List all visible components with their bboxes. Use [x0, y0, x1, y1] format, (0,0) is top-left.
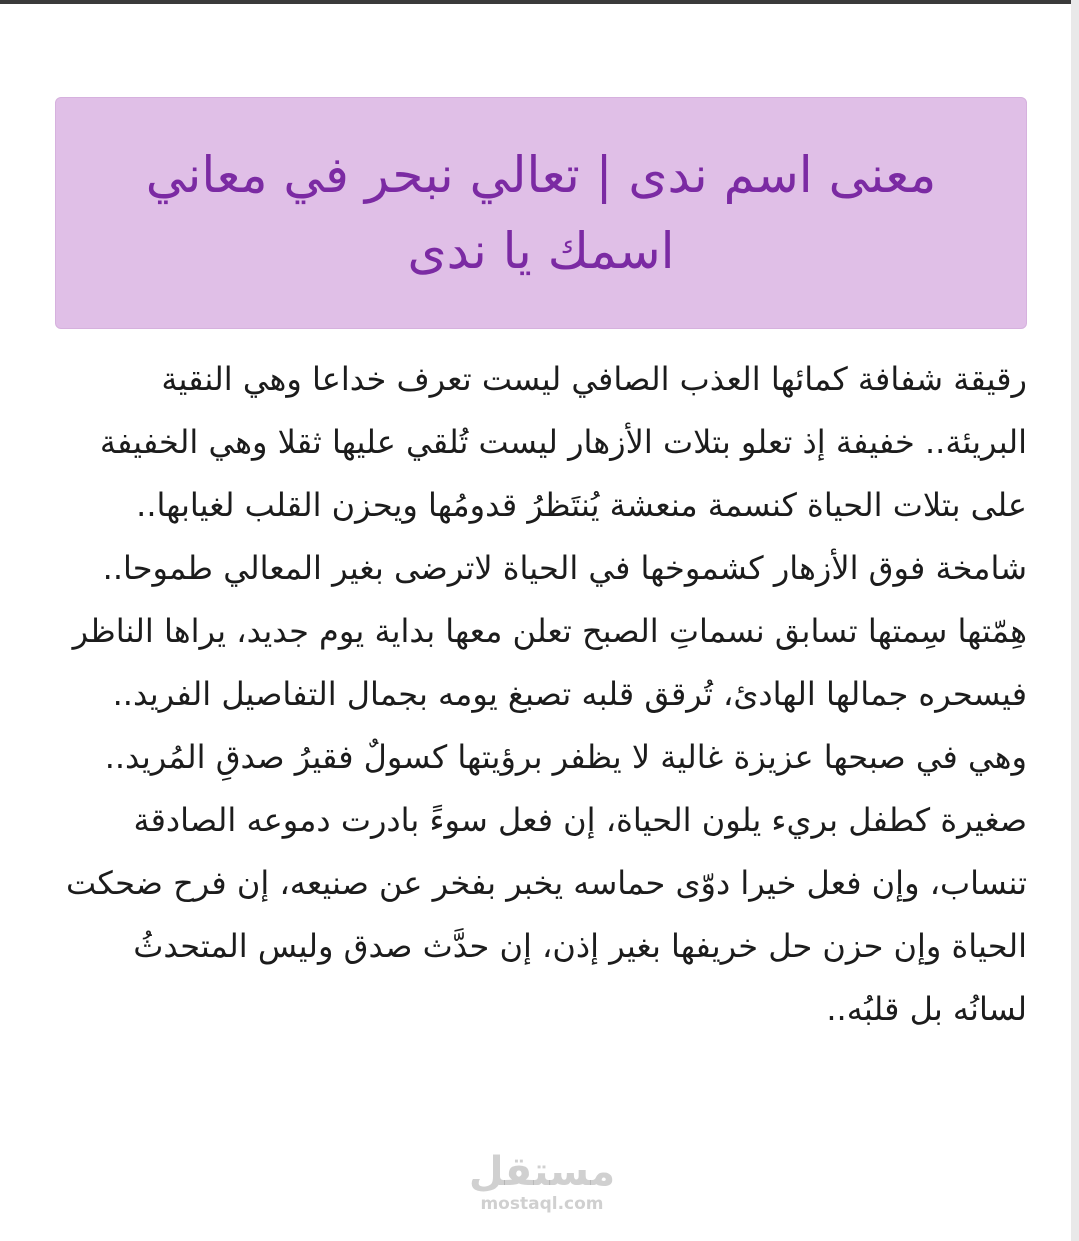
paragraph-2: هِمّتها سِمتها تسابق نسماتِ الصبح تعلن معها بداية يوم جديد، يراها الناظر فيسحره جمالها الهادئ، تُرقق قلبه تصبغ يومه بجمال التفاصيل الفريد.. وهي في صبحها عزيزة غالية لا يظفر برؤيتها كسولٌ فقيرُ صدقِ المُريد.. صغيرة كطفل بريء يلون الحياة، إن فعل سوءً بادرت دموعه الصادقة تنساب، وإن فعل خيرا دوّى حماسه يخبر بفخر عن صنيعه، إن فرح ضحكت الحياة وإن حزن حل خريفها بغير إذن، إن حدَّث صدق وليس المتحدثُ لسانُه بل قلبُه.. — [66, 612, 1027, 1028]
right-edge-strip — [1071, 0, 1079, 1241]
paragraph-1: رقيقة شفافة كمائها العذب الصافي ليست تعرف خداعا وهي النقية البريئة.. خفيفة إذ تعلو بتلات الأزهار ليست تُلقي عليها ثقلا وهي الخفيفة على بتلات الحياة كنسمة منعشة يُنتَظرُ قدومُها ويحزن القلب لغيابها.. شامخة فوق الأزهار كشموخها في الحياة لاترضى بغير المعالي طموحا.. — [99, 360, 1027, 587]
watermark-arabic: مستقل — [468, 1149, 616, 1195]
mostaql-watermark — [462, 1150, 622, 1214]
title-banner — [55, 97, 1027, 329]
article-title: معنى اسم ندى | تعالي نبحر في معاني اسمك يا ندى — [145, 146, 937, 280]
article-body — [55, 348, 1027, 1041]
top-border — [0, 0, 1079, 4]
watermark-latin: mostaql.com — [480, 1194, 604, 1214]
